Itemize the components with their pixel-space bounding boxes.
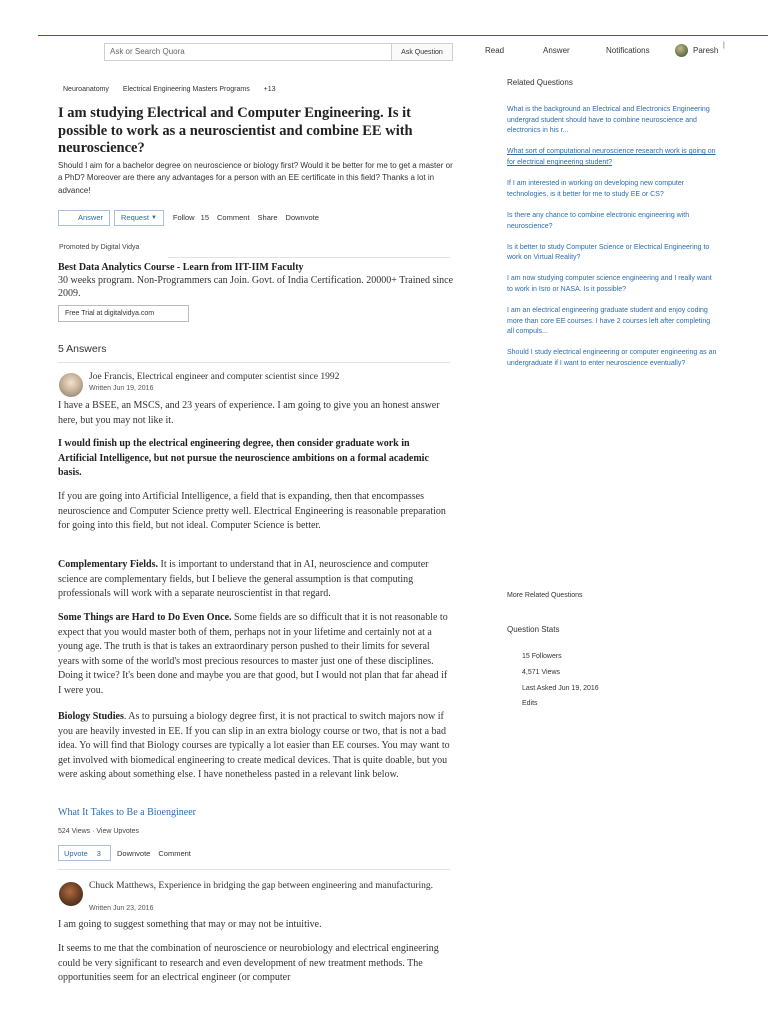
answer-actions	[58, 845, 191, 861]
follow-button[interactable]	[173, 213, 209, 222]
paragraph-lead: Some Things are Hard to Do Even Once.	[58, 612, 232, 623]
related-question-link[interactable]: What sort of computational neuroscience research work is going on for electrical engineering student?	[507, 148, 716, 167]
nav-notifications[interactable]: Notifications	[606, 46, 650, 55]
answer-paragraph: I am going to suggest something that may or may not be intuitive.	[58, 919, 322, 930]
related-question-link[interactable]: I am now studying computer science engineering and I really want to work in Isro or NASA. Is it possible?	[507, 275, 712, 293]
question-stats-heading: Question Stats	[507, 625, 560, 634]
search-input[interactable]: Ask or Search Quora	[104, 43, 392, 61]
answers-divider	[58, 362, 450, 363]
stat-followers[interactable]: 15 Followers	[522, 653, 562, 660]
comment-button[interactable]: Comment	[217, 213, 250, 222]
paragraph-lead: Biology Studies	[58, 711, 124, 722]
follow-count: 15	[200, 213, 210, 222]
answer-paragraph: If you are going into Artificial Intelligence, a field that is expanding, then that encompasses neuroscience and Computer Science pretty well. Electrical Engineering is reasonable preparation for going into this field, but not ideal. Computer Science is better.	[58, 491, 446, 531]
related-question-link[interactable]: Is it better to study Computer Science or Electrical Engineering to work on Virtual Reality?	[507, 243, 710, 262]
question-title: I am studying Electrical and Computer Engineering. Is it possible to work as a neuroscientist and combine EE with neuroscience?	[58, 105, 413, 156]
paragraph-text: Some fields are so difficult that it is not reasonable to expect that you would master both of them, perhaps not in your lifetime and certainly not at a young age. The truth is that is takes an extraordinary person pushed to their limits for several years with some of the world's most precious resources to master just one of these disciplines. Doing it twice? It's been done and maybe you are that good, but I would not plan that far ahead if I were you.	[58, 612, 448, 696]
answer-date[interactable]: Written Jun 23, 2016	[89, 905, 154, 912]
related-question-link[interactable]: What is the background an Electrical and Electronics Engineering undergrad student should have to combine neuroscience and electronics in his r...	[507, 106, 710, 135]
request-label: Request	[121, 213, 149, 222]
promo-body: 30 weeks program. Non-Programmers can Join. Govt. of India Certification. 20000+ Trained since 2009.	[58, 275, 454, 299]
related-question-link[interactable]: Should I study electrical engineering or computer engineering as an undergraduate if I want to enter neuroscience eventually?	[507, 349, 717, 368]
answer-author[interactable]: Chuck Matthews, Experience in bridging the gap between engineering and manufacturing.	[89, 881, 433, 891]
stat-views: 4,571 Views	[522, 668, 561, 676]
related-questions-heading: Related Questions	[507, 78, 573, 87]
promoted-label: Promoted by Digital Vidya	[59, 244, 140, 251]
paragraph-text: It is important to understand that in AI, neuroscience and computer science are complementary fields, but I believe the general assumption is that computing professionals will work with a separate neuroscientist in that regard.	[58, 559, 429, 599]
caret-down-icon: ▼	[150, 214, 157, 221]
answer-button[interactable]: Answer	[58, 210, 110, 226]
answer-paragraph	[58, 558, 450, 602]
topic-link[interactable]: Neuroanatomy	[63, 86, 109, 93]
request-button[interactable]	[114, 210, 164, 226]
downvote-button[interactable]: Downvote	[117, 848, 151, 858]
profile-marker: |	[723, 42, 725, 49]
upvote-label: Upvote	[64, 848, 88, 858]
ask-question-button[interactable]: Ask Question	[391, 43, 453, 61]
paragraph-lead: Complementary Fields.	[58, 559, 158, 570]
answers-count: 5 Answers	[58, 343, 107, 355]
question-details: Should I aim for a bachelor degree on neuroscience or biology first? Would it be better for me to get a master or a PhD? Moreover are there any advantages for a person with an EE certificate in this field? Thanks a lot in advance!	[58, 161, 453, 195]
topic-link[interactable]: Electrical Engineering Masters Programs	[122, 86, 250, 93]
question-stats	[522, 649, 599, 712]
related-link[interactable]	[58, 806, 450, 821]
answer-paragraph: It seems to me that the combination of neuroscience or neurobiology and electrical engineering could be very significant to research and even development of new treatment methods. The opportunities seem for an electrical engineer (or computer	[58, 943, 439, 983]
answer-author[interactable]: Joe Francis, Electrical engineer and computer scientist since 1992	[89, 372, 340, 382]
nav-answer[interactable]: Answer	[543, 46, 570, 55]
related-questions-list	[507, 105, 717, 380]
user-avatar[interactable]	[675, 44, 688, 57]
header-bar	[0, 36, 768, 68]
comment-button[interactable]: Comment	[158, 848, 191, 858]
stat-last-asked: Last Asked Jun 19, 2016	[522, 684, 599, 692]
upvote-button[interactable]	[58, 845, 111, 861]
downvote-button[interactable]: Downvote	[285, 213, 319, 222]
stat-edits[interactable]: Edits	[522, 700, 538, 708]
question-actions	[58, 209, 322, 226]
promo-cta-button[interactable]: Free Trial at digitalvidya.com	[58, 305, 189, 322]
link-text[interactable]: What It Takes to Be a Bioengineer	[58, 807, 196, 818]
answer-paragraph	[58, 710, 450, 783]
answer-paragraph	[58, 611, 450, 698]
answer-divider	[58, 869, 450, 870]
paragraph-text: . As to pursuing a biology degree first, it is not practical to switch majors now if you are heavily invested in EE. If you can slip in an extra biology course or two, that is not a bad idea. Yo will find that Biology courses are typically a lot easier than EE courses. You may want to get involved with biomedical engineering to create medical devices. That is quite doable, but you were asking about something else. I have nonetheless pasted in a relevant link below.	[58, 711, 450, 780]
topic-list	[63, 86, 288, 93]
share-button[interactable]: Share	[257, 213, 278, 222]
bold-text: I would finish up the electrical engineering degree, then consider graduate work in Artificial Intelligence, but not pursue the neuroscience ambitions on a formal academic basis.	[58, 438, 429, 478]
related-question-link[interactable]: I am an electrical engineering graduate student and enjoy coding more than core EE courses. I have 2 courses left after completing all compuls...	[507, 306, 711, 336]
answer-paragraph: I have a BSEE, an MSCS, and 23 years of experience. I am going to give you an honest answer here, but you may not like it.	[58, 400, 440, 426]
related-question-link[interactable]: Is there any chance to combine electronic engineering with neuroscience?	[507, 211, 690, 230]
user-name[interactable]: Paresh	[693, 46, 719, 55]
author-avatar[interactable]	[59, 373, 83, 397]
author-avatar[interactable]	[59, 882, 83, 906]
promo-divider	[168, 257, 450, 258]
related-question-link[interactable]: If I am interested in working on developing new computer technologies, is it better for me to study EE or CS?	[507, 180, 685, 198]
answer-date[interactable]: Written Jun 19, 2016	[89, 385, 154, 392]
follow-label: Follow	[172, 213, 195, 222]
more-related-link[interactable]: More Related Questions	[507, 592, 583, 599]
nav-read[interactable]: Read	[485, 46, 505, 55]
promo-title[interactable]: Best Data Analytics Course - Learn from IIT-IIM Faculty	[58, 262, 304, 273]
more-topics-link[interactable]: +13	[263, 86, 276, 93]
upvote-count: 3	[96, 848, 101, 858]
answer-views[interactable]: 524 Views · View Upvotes	[58, 828, 140, 835]
answer-paragraph-bold	[58, 437, 450, 481]
